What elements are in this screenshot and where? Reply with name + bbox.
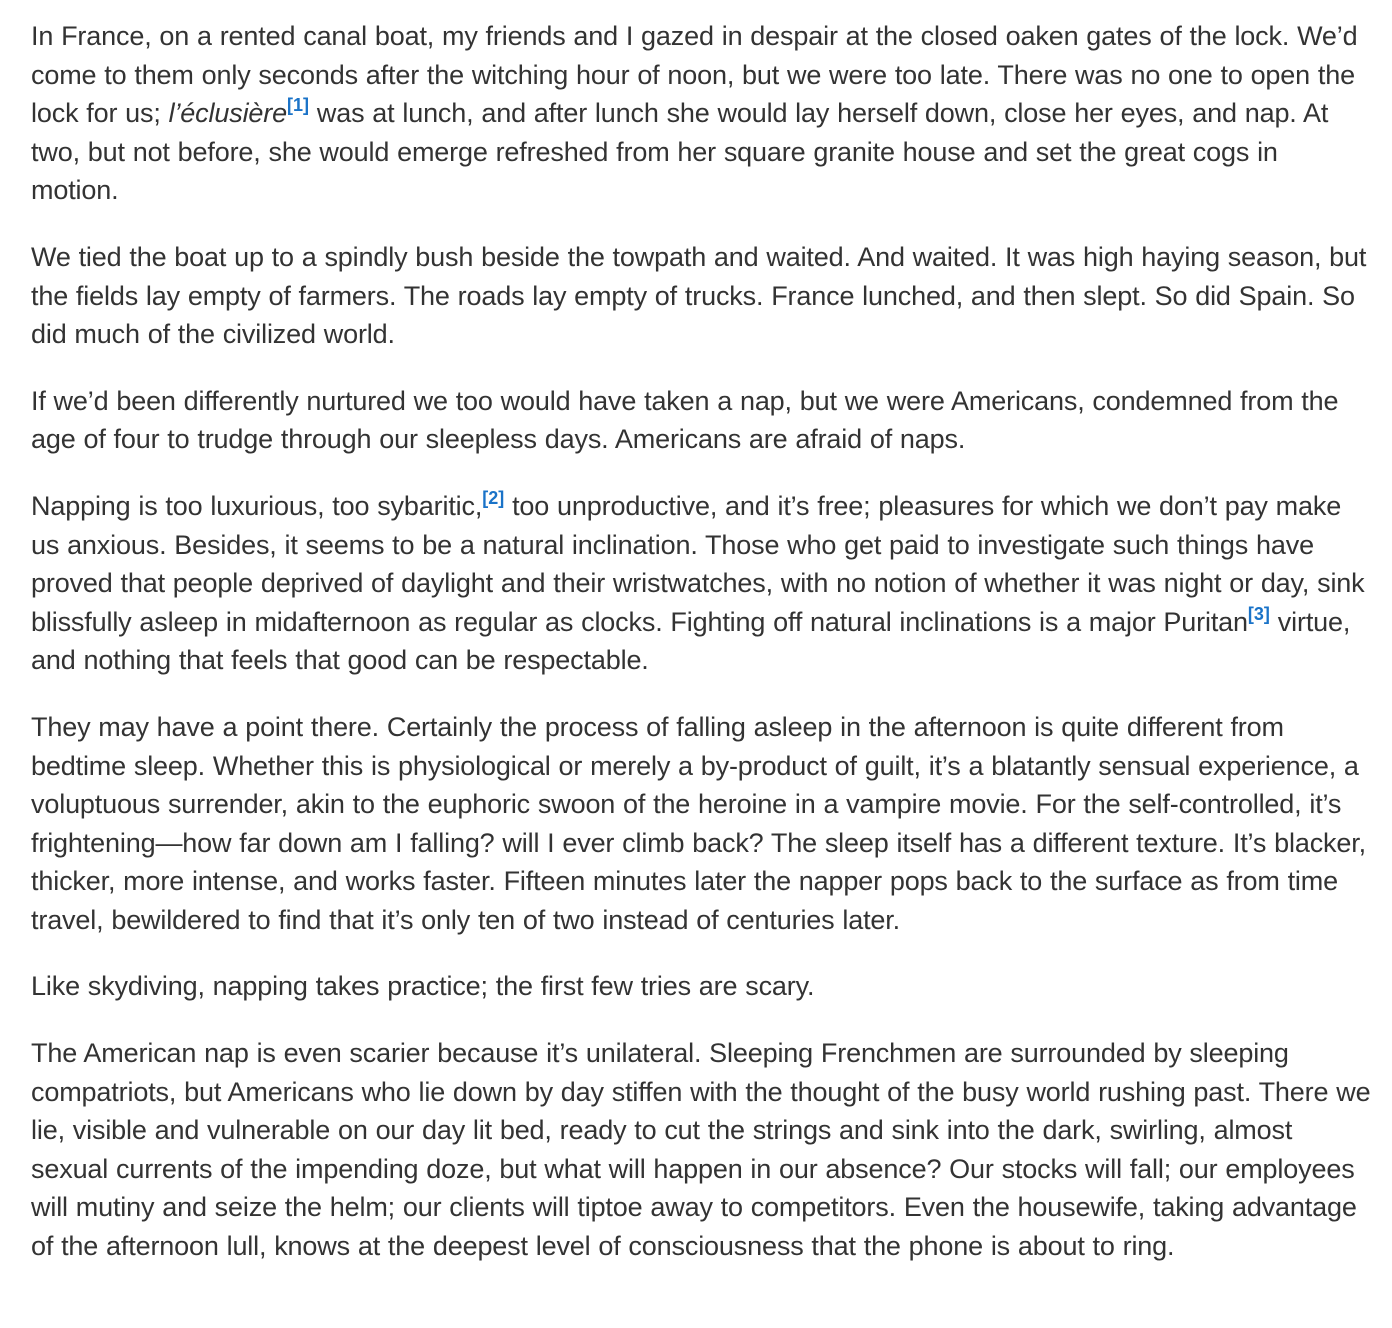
paragraph-2: We tied the boat up to a spindly bush beside the towpath and waited. And waited. It was high haying season, but the fields lay empty of farmers. The roads lay empty of trucks. France lunched, and then slept. So did Spain. So did much of the civilized world.: [31, 241, 1367, 350]
paragraph-6: Like skydiving, napping takes practice; the first few tries are scary.: [31, 971, 815, 1002]
footnote-link-3[interactable]: [3]: [1247, 603, 1270, 624]
paragraph-text: was at lunch, and after lunch she would lay herself down, close her eyes, and nap. At two, but not before, she would emerge refreshed from her square granite house and set the great cogs in motion.: [31, 98, 1329, 206]
paragraph-5: They may have a point there. Certainly the process of falling asleep in the afternoon is quite different from bedtime sleep. Whether this is physiological or merely a by-product of guilt, it’s a blatantly sensual experience, a voluptuous surrender, akin to the euphoric swoon of the heroine in a vampire movie. For the self-controlled, it’s frightening—how far down am I falling? will I ever climb back? The sleep itself has a different texture. It’s blacker, thicker, more intense, and works faster. Fifteen minutes later the napper pops back to the surface as from time travel, bewildered to find that it’s only ten of two instead of centuries later.: [31, 711, 1366, 935]
paragraph-1: [31, 17, 1371, 210]
footnote-link-2[interactable]: [2]: [482, 487, 505, 508]
paragraph-text: virtue, and nothing that feels that good can be respectable.: [31, 606, 1351, 676]
paragraph-text: In France, on a rented canal boat, my friends and I gazed in despair at the closed oaken gates of the lock. We’d come to them only seconds after the witching hour of noon, but we were too late. There was no one to open the lock for us;: [31, 21, 1358, 129]
paragraph-3: If we’d been differently nurtured we too would have taken a nap, but we were Americans, condemned from the age of four to trudge through our sleepless days. Americans are afraid of naps.: [31, 385, 1339, 455]
paragraph-text: Napping is too luxurious, too sybaritic,: [31, 490, 483, 521]
paragraph-text: too unproductive, and it’s free; pleasures for which we don’t pay make us anxious. Besides, it seems to be a natural inclination. Those who get paid to investigate such things have proved that people deprived of daylight and their wristwatches, with no notion of whether it was night or day, sink blissfully asleep in midafternoon as regular as clocks. Fighting off natural inclinations is a major Puritan: [31, 490, 1365, 637]
paragraph-7: The American nap is even scarier because it’s unilateral. Sleeping Frenchmen are surrounded by sleeping compatriots, but Americans who lie down by day stiffen with the thought of the busy world rushing past. There we lie, visible and vulnerable on our day lit bed, ready to cut the strings and sink into the dark, swirling, almost sexual currents of the impending doze, but what will happen in our absence? Our stocks will fall; our employees will mutiny and seize the helm; our clients will tiptoe away to competitors. Even the housewife, taking advantage of the afternoon lull, knows at the deepest level of consciousness that the phone is about to ring.: [31, 1038, 1371, 1262]
italic-term: l’éclusière: [168, 98, 288, 129]
paragraph-4: [31, 487, 1371, 680]
footnote-link-1[interactable]: [1]: [287, 95, 310, 116]
